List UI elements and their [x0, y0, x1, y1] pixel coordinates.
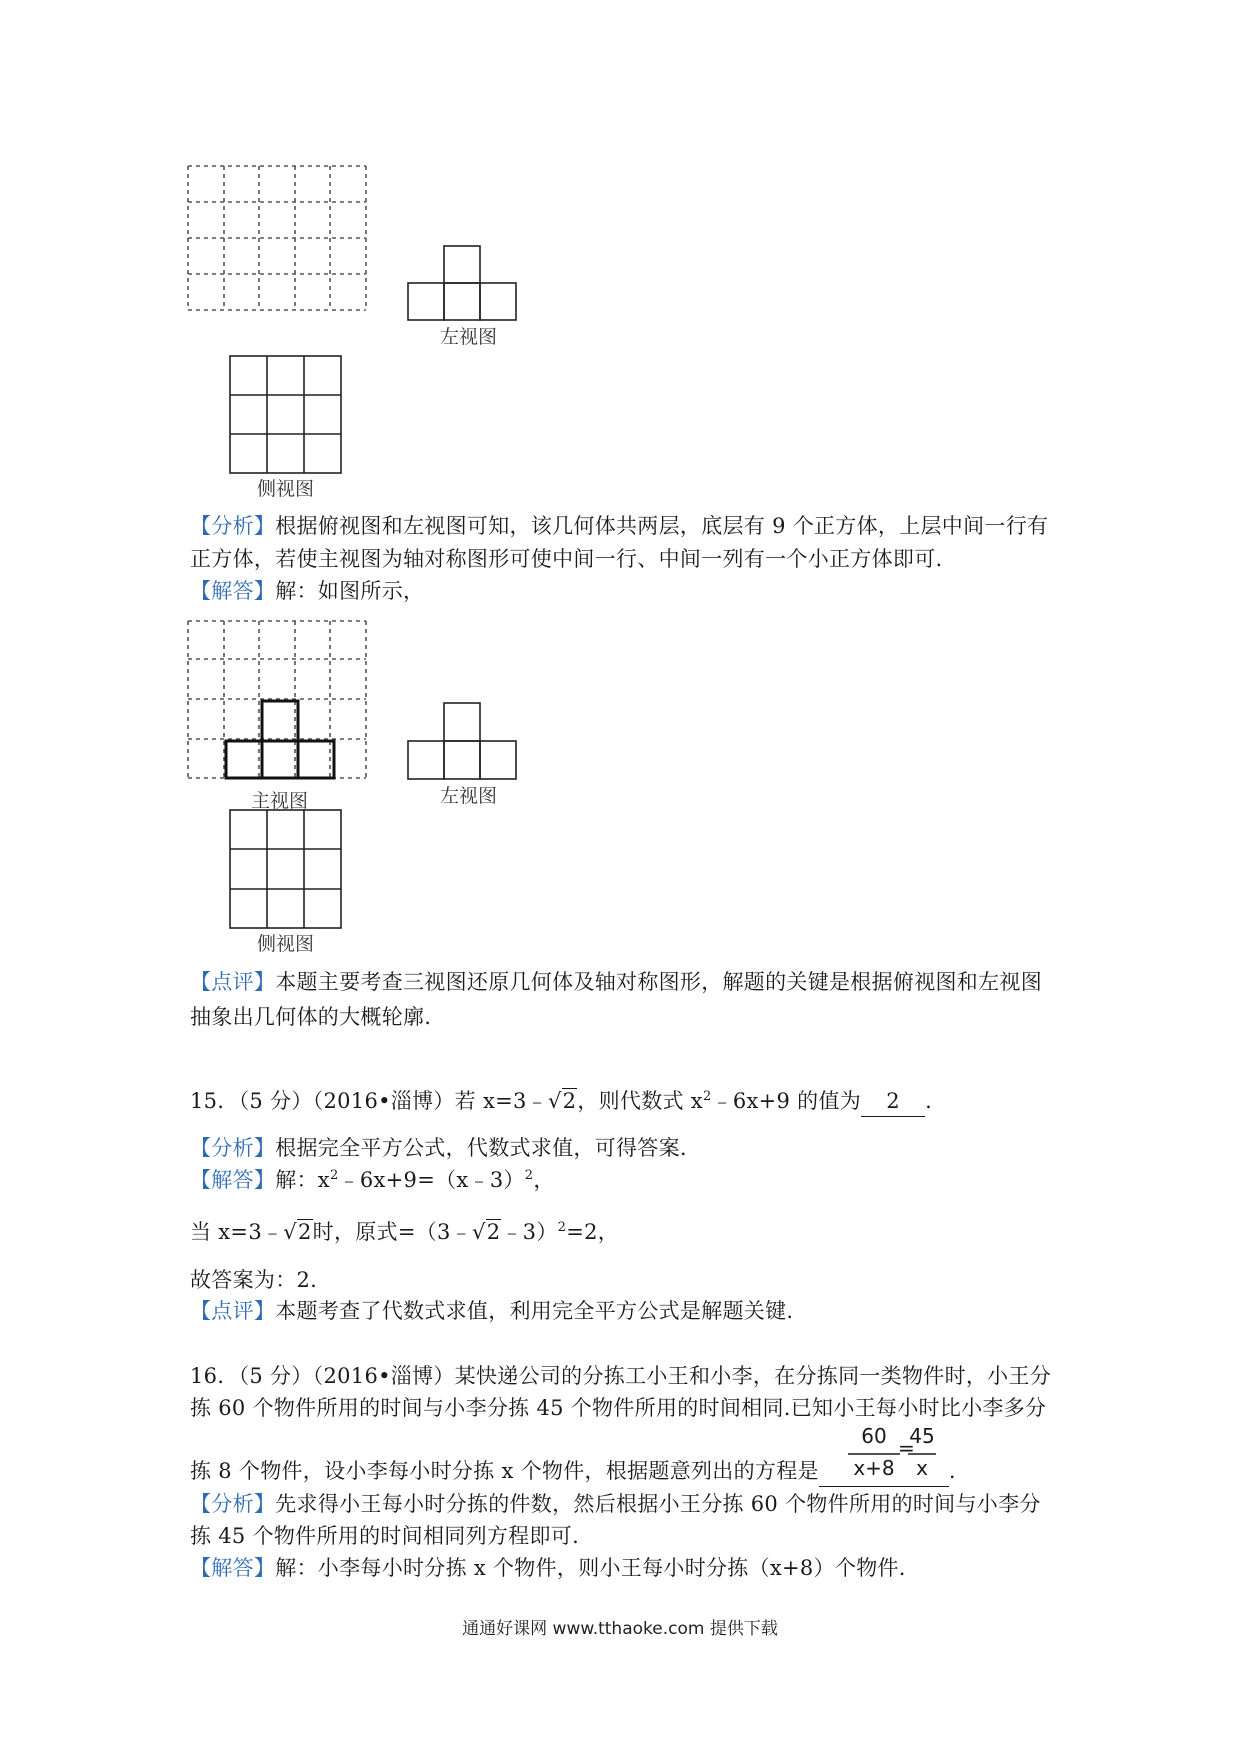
- left-view-label-2: 左视图: [440, 785, 498, 807]
- fraction-2-denominator: x: [916, 1456, 928, 1480]
- sqrt-symbol: √2: [547, 1089, 577, 1113]
- q15-comment: 【点评】本题考查了代数式求值，利用完全平方公式是解题关键.: [190, 1299, 794, 1323]
- analysis-line-1: 【分析】根据俯视图和左视图可知，该几何体共两层，底层有 9 个正方体，上层中间一行有: [190, 514, 1049, 538]
- q16-analysis-2: 拣 45 个物件所用的时间相同列方程即可.: [190, 1524, 580, 1548]
- q15-stem: 15．（5 分）（2016•淄博）若 x=3﹣√2，则代数式 $x^2﹣6x+9$ 的值为 2 .: [190, 1086, 932, 1117]
- left-view-shape-1: [408, 246, 516, 320]
- left-view-label-1: 左视图: [440, 326, 498, 348]
- fraction-2-numerator: 45: [909, 1424, 935, 1448]
- q15-solution-2: 当 x=3﹣√2时，原式=（3﹣√2﹣3）$^2$=2，: [190, 1220, 620, 1244]
- answer-line: 【解答】解：如图所示，: [190, 579, 425, 603]
- main-view-label: 主视图: [251, 790, 309, 812]
- page-footer: 通通好课网 www.tthaoke.com 提供下载: [462, 1619, 778, 1639]
- side-view-label-1: 侧视图: [257, 478, 315, 500]
- q15-solution-1: 【解答】解：$x^2﹣6x+9=(x﹣3)^2$，: [190, 1168, 555, 1192]
- answer-tag: 【解答】: [190, 579, 276, 603]
- side-view-label-2: 侧视图: [257, 933, 315, 955]
- comment-tag: 【点评】: [190, 970, 276, 994]
- q16-answer: 【解答】解：小李每小时分拣 x 个物件，则小王每小时分拣（x+8）个物件.: [190, 1556, 906, 1580]
- analysis-tag: 【分析】: [190, 514, 276, 538]
- comment-line-1: 【点评】本题主要考查三视图还原几何体及轴对称图形，解题的关键是根据俯视图和左视图: [190, 970, 1042, 994]
- fraction-equals: =: [898, 1436, 915, 1460]
- fraction-1-numerator: 60: [861, 1424, 887, 1448]
- q16-analysis-1: 【分析】先求得小王每小时分拣的件数，然后根据小王分拣 60 个物件所用的时间与小李分: [190, 1492, 1041, 1516]
- analysis-line-2: 正方体，若使主视图为轴对称图形可使中间一行、中间一列有一个小正方体即可.: [190, 547, 943, 571]
- q16-stem-3: 拣 8 个物件，设小李每小时分拣 x 个物件，根据题意列出的方程是 .: [190, 1456, 956, 1487]
- top-grid-dotted-1: [188, 166, 366, 310]
- left-view-shape-2: [408, 703, 516, 779]
- side-view-grid-1: [230, 356, 341, 473]
- main-view-shape: [226, 701, 334, 778]
- q16-stem-1: 16．（5 分）（2016•淄博）某快递公司的分拣工小王和小李，在分拣同一类物件时，小王分: [190, 1364, 1052, 1388]
- answer-blank: 2: [861, 1086, 925, 1117]
- q15-analysis: 【分析】根据完全平方公式，代数式求值，可得答案.: [190, 1136, 687, 1160]
- q16-stem-2: 拣 60 个物件所用的时间与小李分拣 45 个物件所用的时间相同.已知小王每小时比小李多分: [190, 1396, 1047, 1420]
- side-view-grid-2: [230, 810, 341, 928]
- comment-line-2: 抽象出几何体的大概轮廓.: [190, 1005, 432, 1029]
- fraction-1-denominator: x+8: [853, 1456, 895, 1480]
- q15-solution-3: 故答案为：2.: [190, 1268, 318, 1292]
